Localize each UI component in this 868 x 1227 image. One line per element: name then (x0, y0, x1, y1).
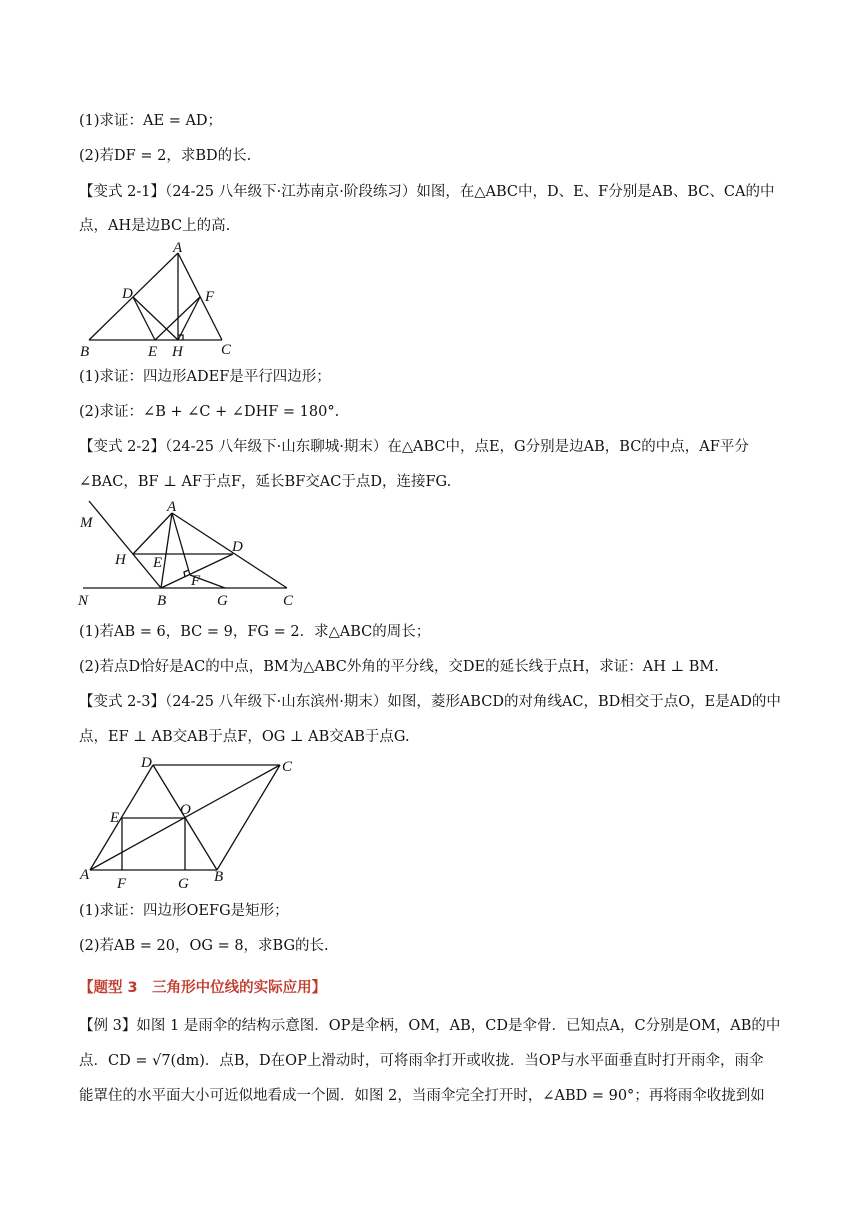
label-g: G (178, 876, 189, 892)
variant-2-3-question-2: (2)若AB = 20，OG = 8，求BG的长. (79, 938, 329, 954)
label-m: M (80, 515, 93, 531)
label-c: C (282, 759, 293, 775)
figure-rhombus-abcd (76, 752, 298, 892)
label-f: F (191, 573, 201, 589)
question-2: (2)若DF = 2，求BD的长. (79, 148, 252, 164)
variant-2-3-text-line1: 【变式 2-3】（24-25 八年级下·山东滨州·期末）如图，菱形ABCD的对角线AC，BD相交于点O，E是AD的中 (79, 694, 781, 710)
label-a: A (167, 499, 177, 515)
label-d: D (122, 286, 133, 302)
label-n: N (78, 593, 89, 609)
label-e: E (153, 555, 163, 571)
label-d: D (141, 755, 152, 771)
label-h: H (172, 344, 183, 358)
variant-2-1-question-2: (2)求证：∠B + ∠C + ∠DHF = 180°. (79, 404, 340, 420)
variant-2-3-question-1: (1)求证：四边形OEFG是矩形； (79, 903, 289, 919)
label-e: E (148, 344, 158, 358)
label-b: B (214, 869, 224, 885)
variant-2-1-question-1: (1)求证：四边形ADEF是平行四边形； (79, 369, 331, 385)
figure-triangle-abc (76, 240, 246, 358)
example-3-text-line2: 点．CD = √7(dm)．点B，D在OP上滑动时，可将雨伞打开或收拢．当OP与水平面垂直时打开雨伞，雨伞 (79, 1053, 764, 1069)
label-f: F (205, 289, 215, 305)
label-e: E (110, 810, 120, 826)
label-g: G (217, 593, 228, 609)
example-3-text-line1: 【例 3】如图 1 是雨伞的结构示意图．OP是伞柄，OM，AB，CD是伞骨．已知点A，C分别是OM，AB的中 (79, 1018, 781, 1034)
label-a: A (80, 867, 90, 883)
label-b: B (157, 593, 167, 609)
section-heading-type-3: 【题型 3 三角形中位线的实际应用】 (79, 980, 327, 996)
label-h: H (115, 552, 126, 568)
variant-2-2-question-2: (2)若点D恰好是AC的中点，BM为△ABC外角的平分线，交DE的延长线于点H，求证：AH ⊥ BM. (79, 659, 719, 675)
variant-2-2-text-line1: 【变式 2-2】（24-25 八年级下·山东聊城·期末）在△ABC中，点E，G分别是边AB，BC的中点，AF平分 (79, 439, 749, 455)
example-3-text-line3: 能罩住的水平面大小可近似地看成一个圆．如图 2，当雨伞完全打开时，∠ABD = 90°；再将雨伞收拢到如 (79, 1088, 765, 1104)
variant-2-2-text-line2: ∠BAC，BF ⊥ AF于点F，延长BF交AC于点D，连接FG. (79, 474, 452, 490)
figure-triangle-bisector (74, 496, 299, 611)
label-o: O (180, 802, 191, 818)
label-c: C (221, 342, 232, 358)
label-c: C (283, 593, 294, 609)
variant-2-3-text-line2: 点，EF ⊥ AB交AB于点F，OG ⊥ AB交AB于点G. (79, 729, 410, 745)
label-f: F (117, 876, 127, 892)
variant-2-1-text-line1: 【变式 2-1】（24-25 八年级下·江苏南京·阶段练习）如图，在△ABC中，D、E、F分别是AB、BC、CA的中 (79, 184, 775, 200)
label-a: A (173, 240, 183, 256)
variant-2-2-question-1: (1)若AB = 6，BC = 9，FG = 2．求△ABC的周长； (79, 624, 431, 640)
variant-2-1-text-line2: 点，AH是边BC上的高. (79, 218, 231, 234)
label-d: D (232, 539, 243, 555)
label-b: B (80, 344, 90, 358)
question-1: (1)求证：AE = AD； (79, 113, 223, 129)
